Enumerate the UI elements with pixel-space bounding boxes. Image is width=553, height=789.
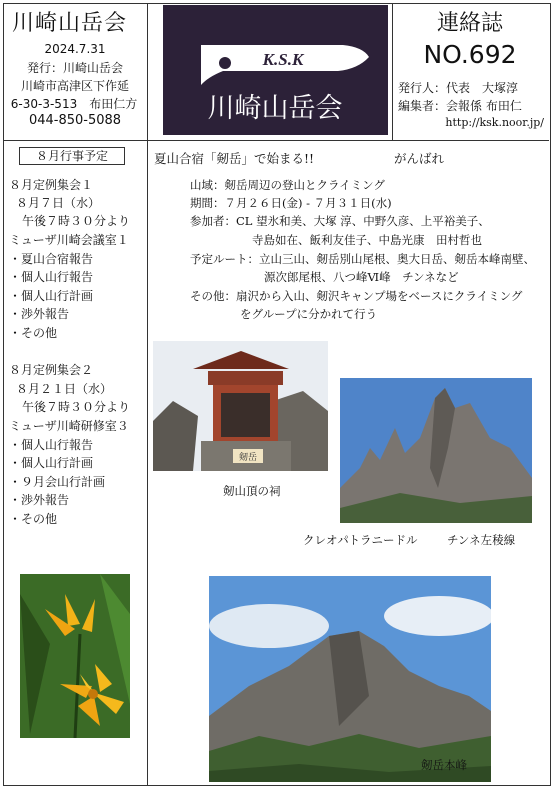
website-link[interactable]: http://ksk.noor.jp/ (445, 116, 544, 129)
shrine-caption: 剱山頂の祠 (223, 484, 281, 498)
members-line-2: 寺島如在、飯利友佳子、中島光康 田村哲也 (252, 233, 482, 247)
meeting2-time: 午後７時３０分より (22, 400, 131, 414)
meeting1-item: ・個人山行計画 (9, 289, 94, 303)
peak-caption: 剱岳本峰 (421, 758, 467, 772)
club-name: 川崎山岳会 (12, 11, 128, 36)
members-line-1: 参加者：CL 望氷和美、大塚 淳、中野久彦、上平裕美子、 (190, 214, 490, 228)
meeting2-item: ・９月会山行計画 (9, 475, 106, 489)
meeting2-place: ミューザ川崎研修室３ (9, 419, 129, 433)
issuer: 発行人：代表 大塚淳 (398, 81, 519, 95)
issue-date: 2024.7.31 (44, 42, 106, 56)
meeting1-date: ８月７日（水） (16, 196, 101, 210)
phone-number: 044-850-5088 (28, 113, 122, 128)
logo-badge-text: K.S.K (262, 50, 304, 69)
meeting2-date: ８月２１日（水） (16, 382, 113, 396)
area-line: 山域：剱岳周辺の登山とクライミング (190, 178, 385, 192)
meeting2-item: ・個人山行計画 (9, 456, 94, 470)
sidebar-divider (147, 140, 148, 785)
meeting1-item: ・その他 (9, 326, 58, 340)
meeting1-place: ミューザ川崎会議室１ (9, 233, 129, 247)
issue-number: NO.692 (423, 40, 517, 69)
editor: 編集者：会報係 布田仁 (398, 99, 522, 113)
address-line-1: 川崎市高津区下作延 (20, 79, 129, 93)
article-cheer: がんばれ (394, 151, 445, 166)
tsurugi-peak-photo (209, 576, 491, 782)
summit-shrine-photo (153, 341, 328, 471)
cleopatra-caption: クレオパトラニードル (303, 533, 418, 547)
meeting2-title: ８月定例集会２ (9, 363, 94, 377)
meeting1-item: ・夏山合宿報告 (9, 252, 94, 266)
schedule-heading: ８月行事予定 (19, 147, 125, 165)
shrine-plaque-text: 剱岳 (238, 453, 258, 463)
route-line-2: 源次郎尾根、八つ峰Ⅵ峰 チンネなど (264, 270, 459, 284)
period-line: 期間：７月２６日(金) - ７月３１日(水) (190, 196, 392, 210)
other-line-2: をグループに分かれて行う (240, 307, 378, 321)
meeting1-time: 午後７時３０分より (22, 214, 131, 228)
meeting1-item: ・渉外報告 (9, 307, 70, 321)
logo-club-name: 川崎山岳会 (207, 93, 343, 124)
header-divider (3, 140, 549, 141)
meeting1-item: ・個人山行報告 (9, 270, 94, 284)
address-line-2: 6-30-3-513 布田仁方 (10, 97, 138, 111)
route-line-1: 予定ルート：立山三山、剱岳別山尾根、奥大日岳、剱岳本峰南壁、 (190, 252, 535, 266)
article-lead: 夏山合宿「剱岳」で始まる!! (154, 151, 315, 166)
other-line-1: その他：扇沢から入山、剱沢キャンプ場をベースにクライミング (190, 289, 523, 303)
meeting1-title: ８月定例集会１ (9, 178, 94, 192)
chinne-photo (340, 378, 532, 523)
newsletter-title: 連絡誌 (436, 11, 503, 36)
publisher: 発行：川崎山岳会 (26, 61, 123, 75)
meeting2-item: ・その他 (9, 512, 58, 526)
meeting2-item: ・渉外報告 (9, 493, 70, 507)
chinne-caption: チンネ左稜線 (447, 533, 516, 547)
club-logo (163, 5, 388, 135)
lily-photo (20, 574, 130, 738)
meeting2-item: ・個人山行報告 (9, 438, 94, 452)
